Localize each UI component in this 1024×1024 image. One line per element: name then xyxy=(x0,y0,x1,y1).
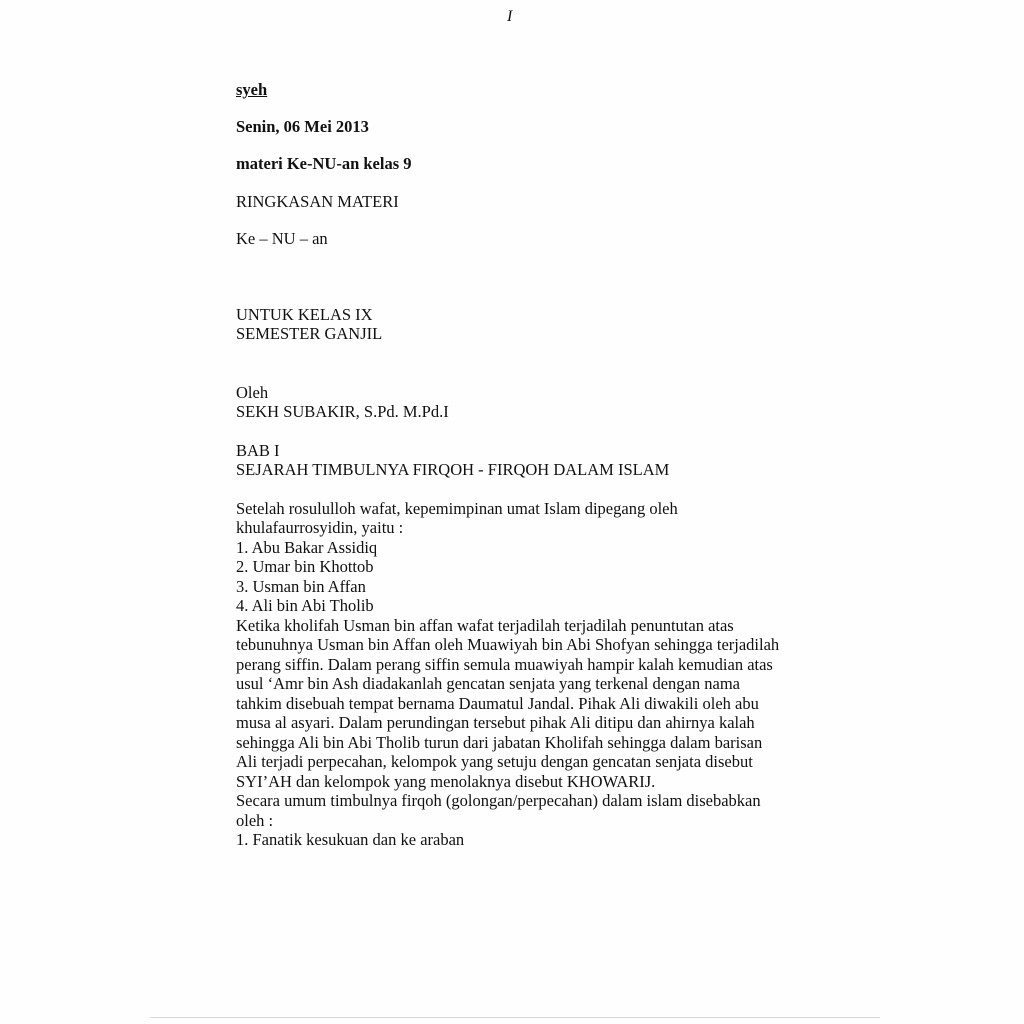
text-line: tahkim disebuah tempat bernama Daumatul Jandal. Pihak Ali diwakili oleh abu xyxy=(236,693,759,713)
text-line: tebunuhnya Usman bin Affan oleh Muawiyah bin Abi Shofyan sehingga terjadilah xyxy=(236,635,780,654)
chapter-number: BAB I xyxy=(236,440,280,460)
list-item: 1. Abu Bakar Assidiq xyxy=(236,537,378,557)
semester-line: SEMESTER GANJIL xyxy=(236,324,383,343)
chapter-body xyxy=(236,499,836,850)
summary-label: RINGKASAN MATERI xyxy=(236,191,399,211)
text-line: Setelah rosululloh wafat, kepemimpinan umat Islam dipegang oleh xyxy=(236,498,678,518)
text-line: Ketika kholifah Usman bin affan wafat terjadilah terjadilah penuntutan atas xyxy=(236,615,734,635)
text-line: perang siffin. Dalam perang siffin semula muawiyah hampir kalah kemudian atas xyxy=(236,654,773,674)
causes-list xyxy=(236,830,836,850)
list-item: 2. Umar bin Khottob xyxy=(236,557,374,576)
text-line: Secara umum timbulnya firqoh (golongan/perpecahan) dalam islam disebabkan xyxy=(236,791,761,810)
author-name: SEKH SUBAKIR, S.Pd. M.Pd.I xyxy=(236,402,449,421)
subject-name: Ke – NU – an xyxy=(236,229,328,248)
author-block xyxy=(236,383,836,422)
chapter-title: SEJARAH TIMBULNYA FIRQOH - FIRQOH DALAM ISLAM xyxy=(236,460,670,479)
author-by-label: Oleh xyxy=(236,382,269,402)
text-line: usul ‘Amr bin Ash diadakanlah gencatan senjata yang terkenal dengan nama xyxy=(236,674,740,693)
subject-title: materi Ke-NU-an kelas 9 xyxy=(236,154,412,173)
class-info xyxy=(236,305,836,344)
page-number: I xyxy=(507,8,513,25)
list-item: 4. Ali bin Abi Tholib xyxy=(236,596,374,615)
list-item: 3. Usman bin Affan xyxy=(236,576,366,596)
document-content xyxy=(236,80,836,850)
text-line: musa al asyari. Dalam perundingan tersebut pihak Ali ditipu dan ahirnya kalah xyxy=(236,713,755,732)
text-line: oleh : xyxy=(236,810,274,830)
chapter-heading xyxy=(236,441,836,480)
text-line: khulafaurrosyidin, yaitu : xyxy=(236,518,404,537)
author-handle-link[interactable]: syeh xyxy=(236,80,268,99)
page-edge-divider xyxy=(150,1017,880,1018)
list-item: 1. Fanatik kesukuan dan ke araban xyxy=(236,830,465,849)
text-line: SYI’AH dan kelompok yang menolaknya disebut KHOWARIJ. xyxy=(236,771,656,791)
text-line: sehingga Ali bin Abi Tholib turun dari jabatan Kholifah sehingga dalam barisan xyxy=(236,732,763,752)
post-date: Senin, 06 Mei 2013 xyxy=(236,116,369,136)
caliph-list xyxy=(236,538,836,616)
text-line: Ali terjadi perpecahan, kelompok yang setuju dengan gencatan senjata disebut xyxy=(236,752,753,771)
class-line: UNTUK KELAS IX xyxy=(236,304,373,324)
